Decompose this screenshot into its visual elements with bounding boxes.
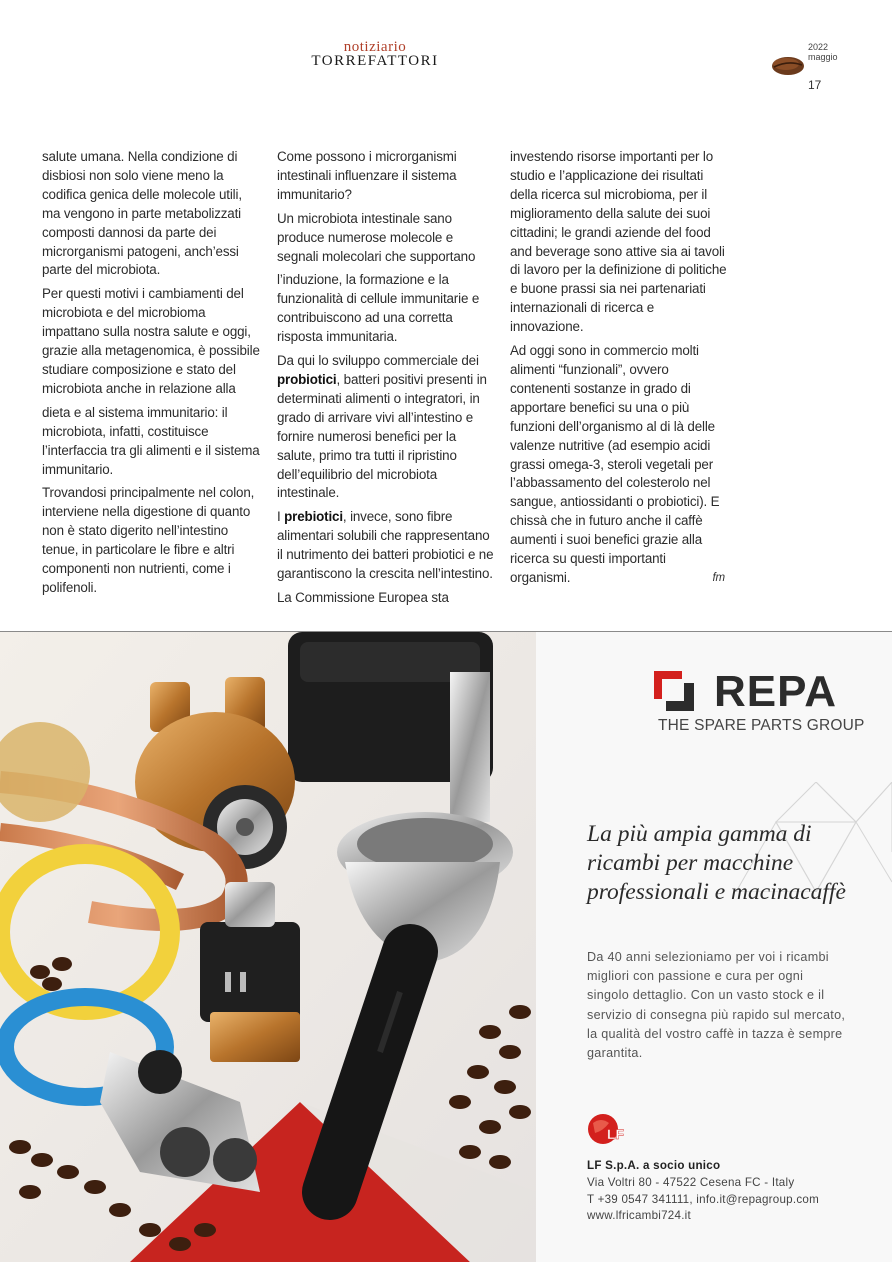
repa-logo-icon xyxy=(654,671,694,711)
paragraph: investendo risorse importanti per lo studio e l’applicazione dei risultati della ricerca sul microbioma, per il miglioramento della salute dei suoi cittadini; le grandi aziende del food and beverage sono attive sia ai tavoli di lavoro per la definizione di politiche e buone prassi sia nei partenariati internazionali di ricerca e innovazione. xyxy=(510,149,727,335)
repa-tagline: THE SPARE PARTS GROUP xyxy=(658,717,865,734)
ad-product-photo xyxy=(0,632,536,1262)
issue-month: maggio xyxy=(808,52,838,62)
text-run: , batteri positivi presenti in determinati alimenti o integratori, in grado di arrivare vivi all’intestino e fornire numerosi benefici per la salute, primo tra tutti il ripristino dell’equilibrio del microbiota intestinale. xyxy=(277,371,487,501)
paragraph: salute umana. Nella condizione di disbiosi non solo viene meno la codifica genica delle molecole utili, ma vengono in parte metabolizzati composti dannosi da parte dei microrganismi patogeni, anch’essi parte del microbiota. xyxy=(42,149,242,278)
text-run: I xyxy=(277,509,285,525)
paragraph xyxy=(510,342,728,588)
masthead-title: TORREFATTORI xyxy=(311,53,439,69)
paragraph: dieta e al sistema immunitario: il microbiota, infatti, costituisce l’interfaccia tra gli alimenti e il sistema immunitario. xyxy=(42,404,260,477)
keyword-probiotici: probiotici xyxy=(277,371,337,387)
keyword-prebiotici: prebiotici xyxy=(284,509,343,525)
company-name: LF S.p.A. a socio unico xyxy=(587,1159,721,1172)
paragraph xyxy=(277,508,495,584)
repa-brand: REPA xyxy=(714,667,837,716)
paragraph: Un microbiota intestinale sano produce numerose molecole e segnali molecolari che supportano xyxy=(277,210,476,264)
spare-parts-illustration xyxy=(0,632,536,1262)
masthead xyxy=(300,40,450,69)
article-column-1 xyxy=(42,148,260,603)
text-run: , invece, sono fibre alimentari solubili che rappresentano il nutrimento dei batteri probiotici e ne garantiscono la crescita nell’intestino. xyxy=(277,509,494,582)
article-column-2 xyxy=(277,148,495,613)
text-run: Da qui lo sviluppo commerciale dei xyxy=(277,353,479,369)
page-number: 17 xyxy=(808,78,822,92)
paragraph: Per questi motivi i cambiamenti del microbiota e del microbioma impattano sulla nostra salute e oggi, grazie alla metagenomica, è possibile studiare composizione e stato del microbiota anche in relazione alla xyxy=(42,286,260,396)
issue-info xyxy=(770,40,850,100)
coffee-bean-icon xyxy=(770,54,806,78)
lf-logo-icon xyxy=(587,1113,631,1147)
masthead-top: notiziario xyxy=(343,39,407,55)
company-phone-email: T +39 0547 341111, info.it@repagroup.com xyxy=(587,1192,820,1206)
paragraph: l’induzione, la formazione e la funzionalità di cellule immunitarie e contribuiscono ad una corretta risposta immunitaria. xyxy=(277,272,480,345)
lf-logo-text: LF xyxy=(607,1126,625,1142)
article-column-3 xyxy=(510,148,728,593)
ad-body-text: Da 40 anni selezioniamo per voi i ricambi migliori con passione e cura per ogni singolo dettaglio. Con un vasto stock e il servizio di consegna più rapido sul mercato, la qualità del vostro caffè in tazza è sempre garantita. xyxy=(587,950,846,1061)
paragraph: Come possono i microrganismi intestinali influenzare il sistema immunitario? xyxy=(277,149,457,202)
issue-year: 2022 xyxy=(808,42,829,52)
paragraph: La Commissione Europea sta xyxy=(277,589,449,605)
ad-headline: La più ampia gamma di ricambi per macchine professionali e macinacaffè xyxy=(587,821,846,905)
author-signature: fm xyxy=(712,571,725,584)
paragraph xyxy=(277,352,495,503)
text-run: Ad oggi sono in commercio molti alimenti “funzionali”, ovvero contenenti sostanze in grado di apportare benefici su una o più funzioni dell’organismo al di là delle valenze nutritive (ad esempio acidi grassi omega-3, steroli vegetali per l’abbassamento del colesterolo nel sangue, antiossidanti o probiotici). E chissà che in futuro anche il caffè aumenti i suoi benefici grazie alla ricerca su questi importanti organismi. xyxy=(510,343,720,585)
company-address: Via Voltri 80 - 47522 Cesena FC - Italy xyxy=(587,1175,795,1189)
paragraph: Trovandosi principalmente nel colon, interviene nella digestione di quanto non è stato digerito nell’intestino tenue, in particolare le fibre e altri componenti non nutrienti, come i polifenoli. xyxy=(42,485,255,595)
ad-contact-block xyxy=(587,1158,819,1225)
company-website[interactable]: www.lfricambi724.it xyxy=(587,1209,691,1223)
